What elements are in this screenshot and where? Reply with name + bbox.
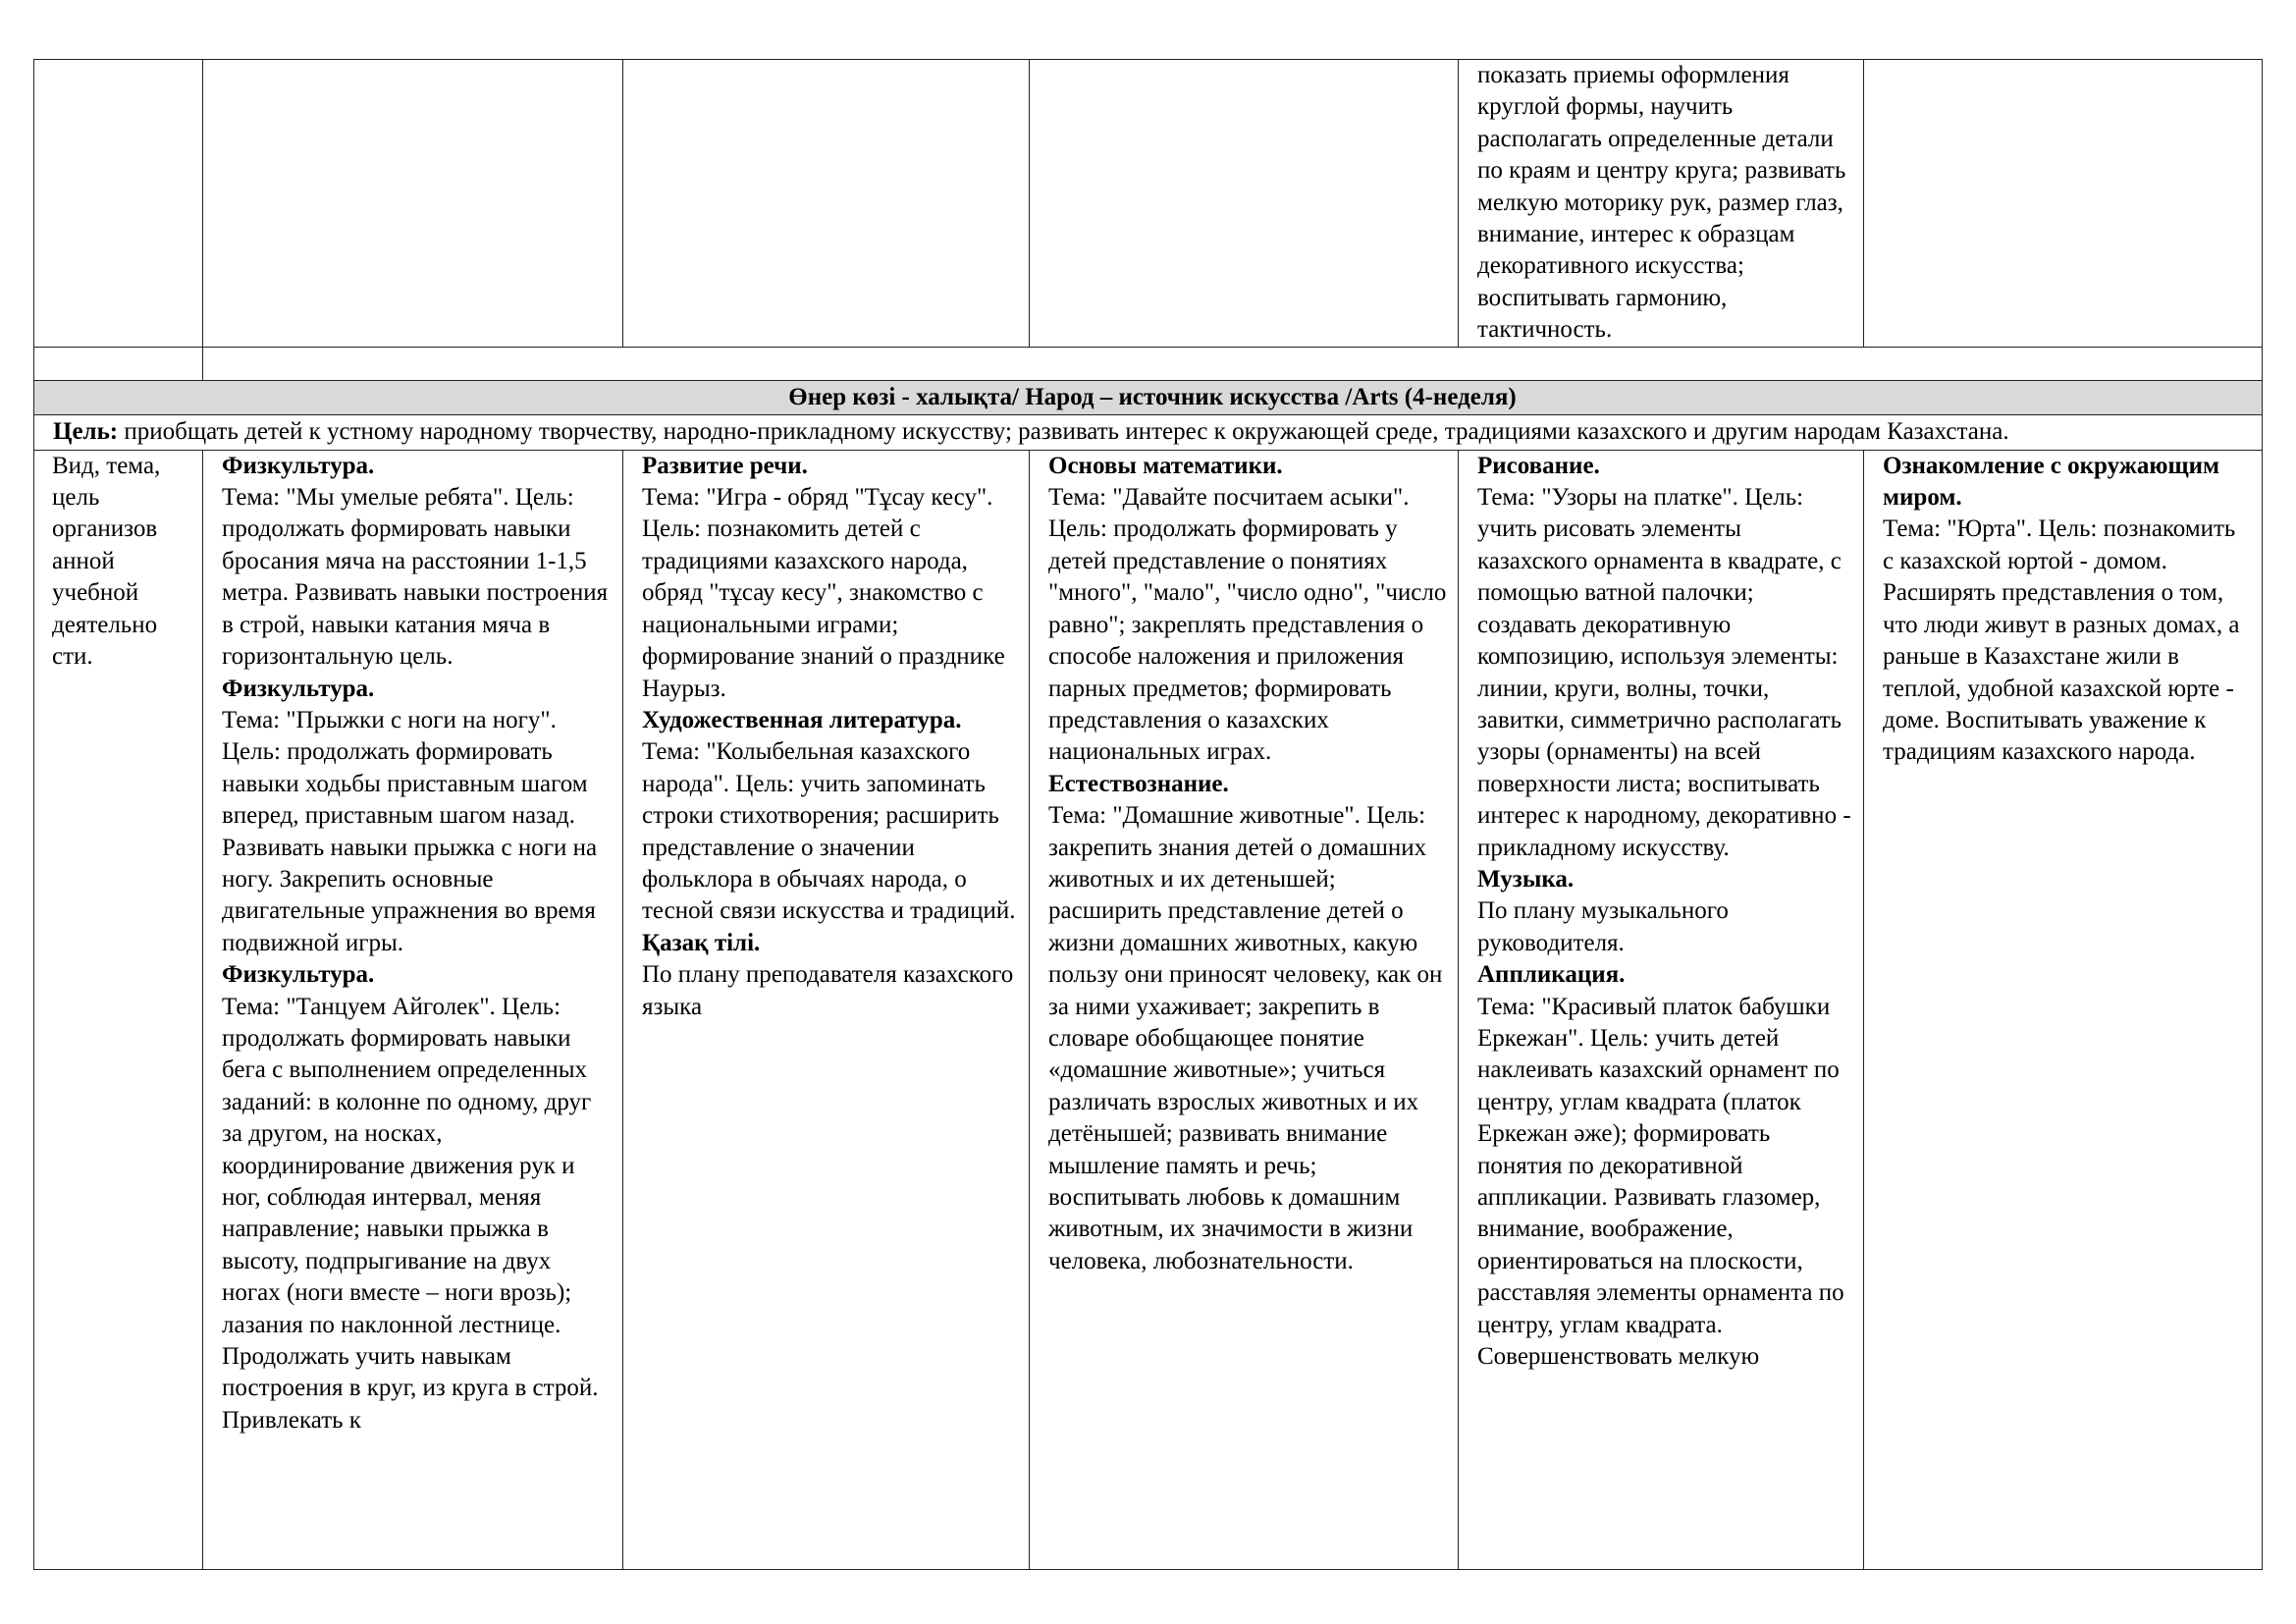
activity-cell-world (1864, 450, 2263, 1569)
table-cell (1030, 60, 1459, 348)
activity-title: Физкультура. (222, 452, 375, 479)
activity-text: По плану музыкального руководителя. (1477, 897, 1729, 956)
activity-text: Тема: "Юрта". Цель: познакомить с казахской юртой - домом. Расширять представления о том, что люди живут в разных домах, а раньше в Казахстане жили в теплой, удобной казахской юрте - доме. Воспитывать уважение к традициям казахского народа. (1883, 515, 2240, 766)
week-header-row (34, 380, 2263, 414)
activity-title: Рисование. (1477, 452, 1600, 479)
table-cell (623, 60, 1030, 348)
table-row-empty (34, 347, 2263, 380)
activity-text: Тема: "Игра - обряд "Тұсау кесу". Цель: познакомить детей с традициями казахского народа, обряд "тұсау кесу", знакомство с национальными играми; формирование знаний о празднике Наурыз. (642, 484, 1005, 702)
activity-text: Тема: "Мы умелые ребята". Цель: продолжать формировать навыки бросания мяча на расстоянии 1-1,5 метра. Развивать навыки построения в строй, навыки катания мяча в горизонтальную цель. (222, 484, 609, 671)
cell-text: показать приемы оформления круглой формы, научить располагать определенные детали по краям и центру круга; развивать мелкую моторику рук, размер глаз, внимание, интерес к образцам декоративного искусства; воспитывать гармонию, тактичность. (1477, 62, 1846, 344)
activity-title: Қазақ тілі. (642, 929, 761, 956)
goal-label: Цель: (53, 417, 119, 445)
activity-text: Тема: "Давайте посчитаем асыки". Цель: продолжать формировать у детей представление о понятиях "много", "мало", "число одно", "число равно"; закреплять представления о способе наложения и приложения парных предметов; формировать представления о казахских национальных играх. (1048, 484, 1447, 766)
activity-title: Физкультура. (222, 961, 375, 989)
activity-cell-physical (203, 450, 623, 1569)
activity-cell-math (1030, 450, 1459, 1569)
activity-text: Тема: "Красивый платок бабушки Еркежан". Цель: учить детей наклеивать казахский орнамент по центру, углам квадрата (платок Еркежан әже); формировать понятия по декоративной аппликации. Развивать глазомер, внимание, воображение, ориентироваться на плоскости, расставляя элементы орнамента по центру, углам квадрата. Совершенствовать мелкую (1477, 993, 1844, 1371)
table-cell (203, 60, 623, 348)
goal-text: приобщать детей к устному народному творчеству, народно-прикладному искусству; развивать интерес к окружающей среде, традициями казахского и другим народам Казахстана. (118, 417, 2009, 445)
week-title: Өнер көзі - халықта/ Народ – источник искусства /Arts (4-неделя) (34, 380, 2263, 414)
activity-title: Естествознание. (1048, 770, 1229, 797)
row-label-cell (34, 450, 203, 1569)
goal-row (34, 414, 2263, 450)
activity-cell-drawing (1459, 450, 1864, 1569)
activity-text: Тема: "Домашние животные". Цель: закрепить знания детей о домашних животных и их детенышей; расширить представление детей о жизни домашних животных, какую пользу они приносят человеку, как он за ними ухаживает; закрепить в словаре обобщающее понятие «домашние животные»; учиться различать взрослых животных и их детёнышей; развивать внимание мышление память и речь; воспитывать любовь к домашним животным, их значимости в жизни человека, любознательности. (1048, 802, 1443, 1274)
activity-text: По плану преподавателя казахского языка (642, 961, 1014, 1020)
table-row-continuation (34, 60, 2263, 348)
activity-title: Развитие речи. (642, 452, 808, 479)
activity-title: Ознакомление с окружающим миром. (1883, 452, 2220, 512)
activity-text: Тема: "Прыжки с ноги на ногу". Цель: продолжать формировать навыки ходьбы приставным шагом вперед, приставным шагом назад. Развивать навыки прыжка с ноги на ногу. Закрепить основные двигательные упражнения во время подвижной игры. (222, 706, 598, 956)
table-cell (1864, 60, 2263, 348)
activity-text: Тема: "Узоры на платке". Цель: учить рисовать элементы казахского орнамента в квадрате, с помощью ватной палочки; создавать декоративную композицию, используя элементы: линии, круги, волны, точки, завитки, симметрично располагать узоры (орнаменты) на всей поверхности листа; воспитывать интерес к народному, декоративно - прикладному искусству. (1477, 484, 1851, 861)
weekly-plan-table (33, 59, 2263, 1570)
activity-title: Аппликация. (1477, 961, 1626, 989)
activity-title: Физкультура. (222, 675, 375, 702)
table-cell (34, 60, 203, 348)
activity-title: Музыка. (1477, 865, 1575, 893)
drawing-continuation-cell (1459, 60, 1864, 348)
goal-cell (34, 414, 2263, 450)
table-cell (203, 347, 2263, 380)
activity-cell-speech (623, 450, 1030, 1569)
activities-row (34, 450, 2263, 1569)
table-cell (34, 347, 203, 380)
activity-text: Тема: "Колыбельная казахского народа". Цель: учить запоминать строки стихотворения; расширить представление о значении фольклора в обычаях народа, о тесной связи искусства и традиций. (642, 738, 1016, 925)
activity-text: Тема: "Танцуем Айголек". Цель: продолжать формировать навыки бега с выполнением определенных заданий: в колонне по одному, друг за другом, на носках, координирование движения рук и ног, соблюдая интервал, меняя направление; навыки прыжка в высоту, подпрыгивание на двух ногах (ноги вместе – ноги врозь); лазания по наклонной лестнице. Продолжать учить навыкам построения в круг, из круга в строй. Привлекать к (222, 993, 599, 1434)
activity-title: Художественная литература. (642, 706, 962, 733)
row-label: Вид, тема, цель организов анной учебной деятельно сти. (52, 452, 161, 671)
activity-title: Основы математики. (1048, 452, 1283, 479)
